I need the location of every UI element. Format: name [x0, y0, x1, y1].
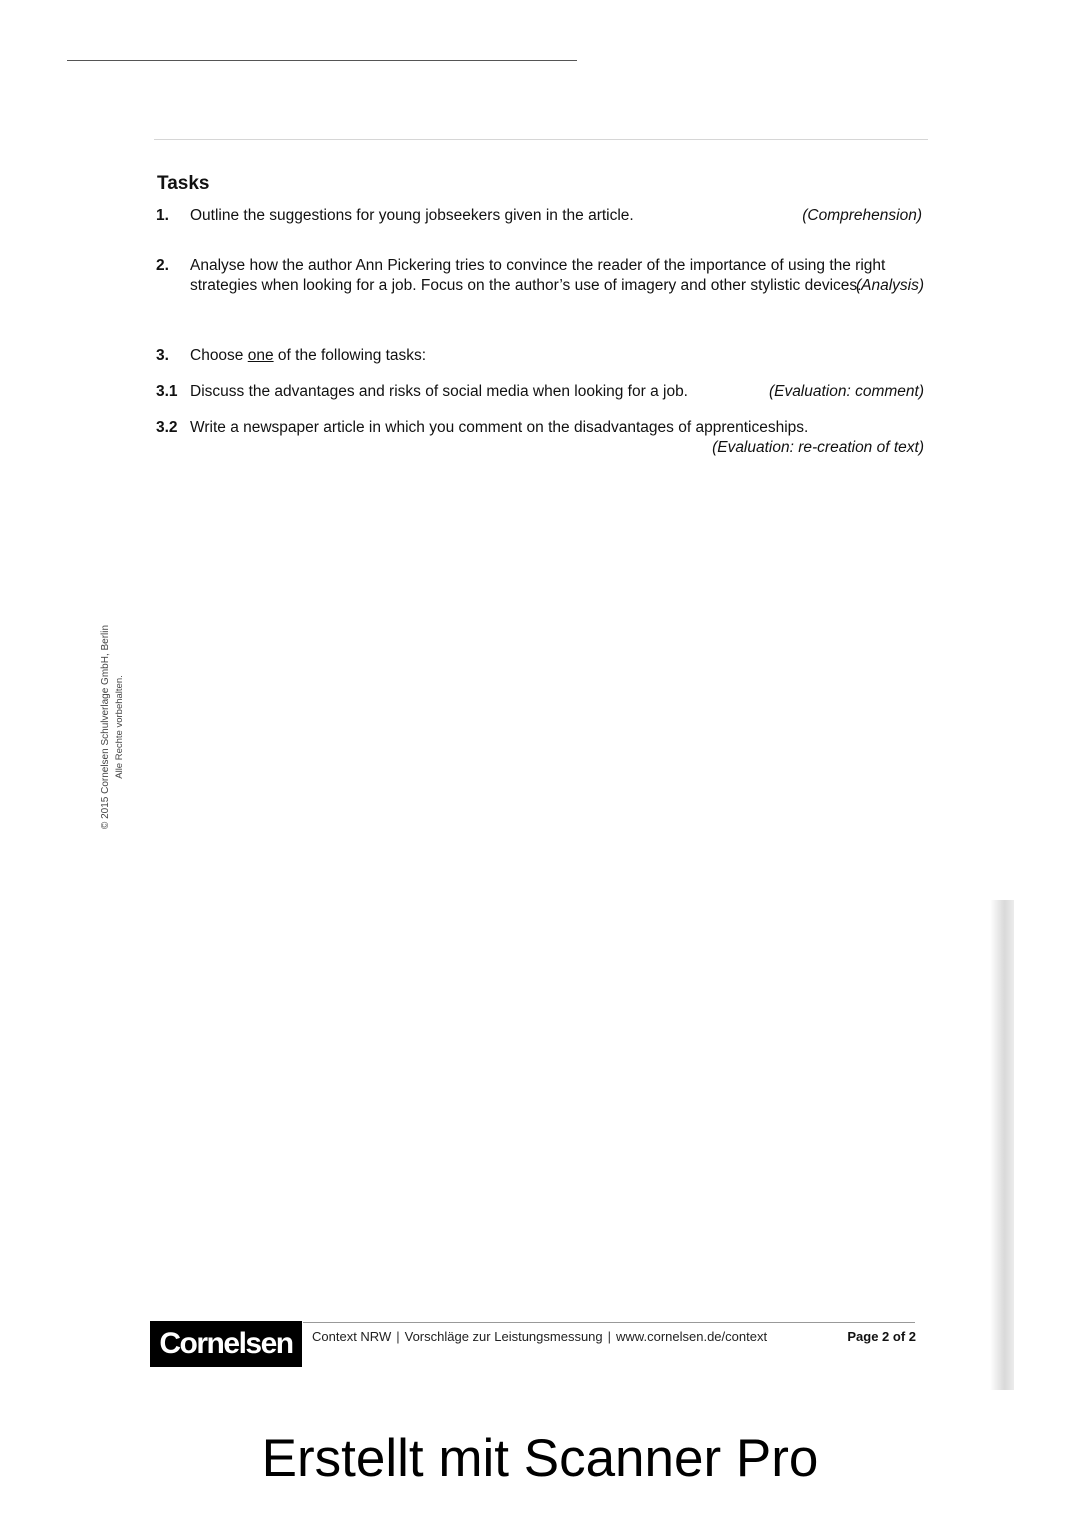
- task-2: [156, 256, 924, 296]
- task-text: [190, 346, 924, 366]
- footer-rule: [303, 1322, 915, 1323]
- tasks-heading: Tasks: [157, 173, 210, 194]
- task-text: Analyse how the author Ann Pickering tries to convince the reader of the importance of using the right strategies when looking for a job. Focus on the author’s use of imagery and other stylistic devices.: [190, 257, 886, 294]
- task-text: Write a newspaper article in which you comment on the disadvantages of apprenticeships.: [190, 419, 809, 436]
- side-copyright: [99, 625, 127, 829]
- task-text-underlined: one: [247, 347, 274, 364]
- task-category: (Evaluation: re-creation of text): [712, 439, 924, 456]
- task-number: 3.: [156, 347, 169, 364]
- top-rule: [67, 60, 577, 61]
- task-1: [156, 206, 924, 226]
- task-3: [156, 346, 924, 366]
- task-3-2: [156, 418, 924, 458]
- rights-line: Alle Rechte vorbehalten.: [114, 675, 125, 779]
- footer-section: Vorschläge zur Leistungsmessung: [404, 1329, 603, 1344]
- task-text: Outline the suggestions for young jobseekers given in the article.: [190, 207, 634, 224]
- footer-series: Context NRW: [312, 1329, 392, 1344]
- task-number: 3.2: [156, 419, 178, 436]
- footer-text: [312, 1329, 767, 1344]
- task-category: (Evaluation: comment): [768, 383, 924, 400]
- scan-edge-shadow: [990, 900, 1014, 1390]
- scanner-watermark: Erstellt mit Scanner Pro: [261, 1429, 819, 1488]
- task-number: 1.: [156, 207, 169, 224]
- task-category: (Analysis): [855, 277, 924, 294]
- task-text: Discuss the advantages and risks of social media when looking for a job.: [190, 383, 688, 400]
- task-number: 3.1: [156, 383, 178, 400]
- header-rule: [154, 139, 928, 140]
- task-3-1: [156, 382, 924, 402]
- cornelsen-logo: Cornelsen: [150, 1321, 302, 1367]
- page-number: Page 2 of 2: [847, 1329, 916, 1344]
- footer-url: www.cornelsen.de/context: [616, 1329, 768, 1344]
- task-category: (Comprehension): [802, 207, 922, 224]
- task-text-before: Choose: [190, 347, 248, 364]
- task-number: 2.: [156, 257, 169, 274]
- task-text-after: of the following tasks:: [273, 347, 427, 364]
- copyright-line: © 2015 Cornelsen Schulverlage GmbH, Berlin: [100, 624, 111, 830]
- footer-separator: |: [607, 1329, 612, 1344]
- footer-separator: |: [396, 1329, 400, 1344]
